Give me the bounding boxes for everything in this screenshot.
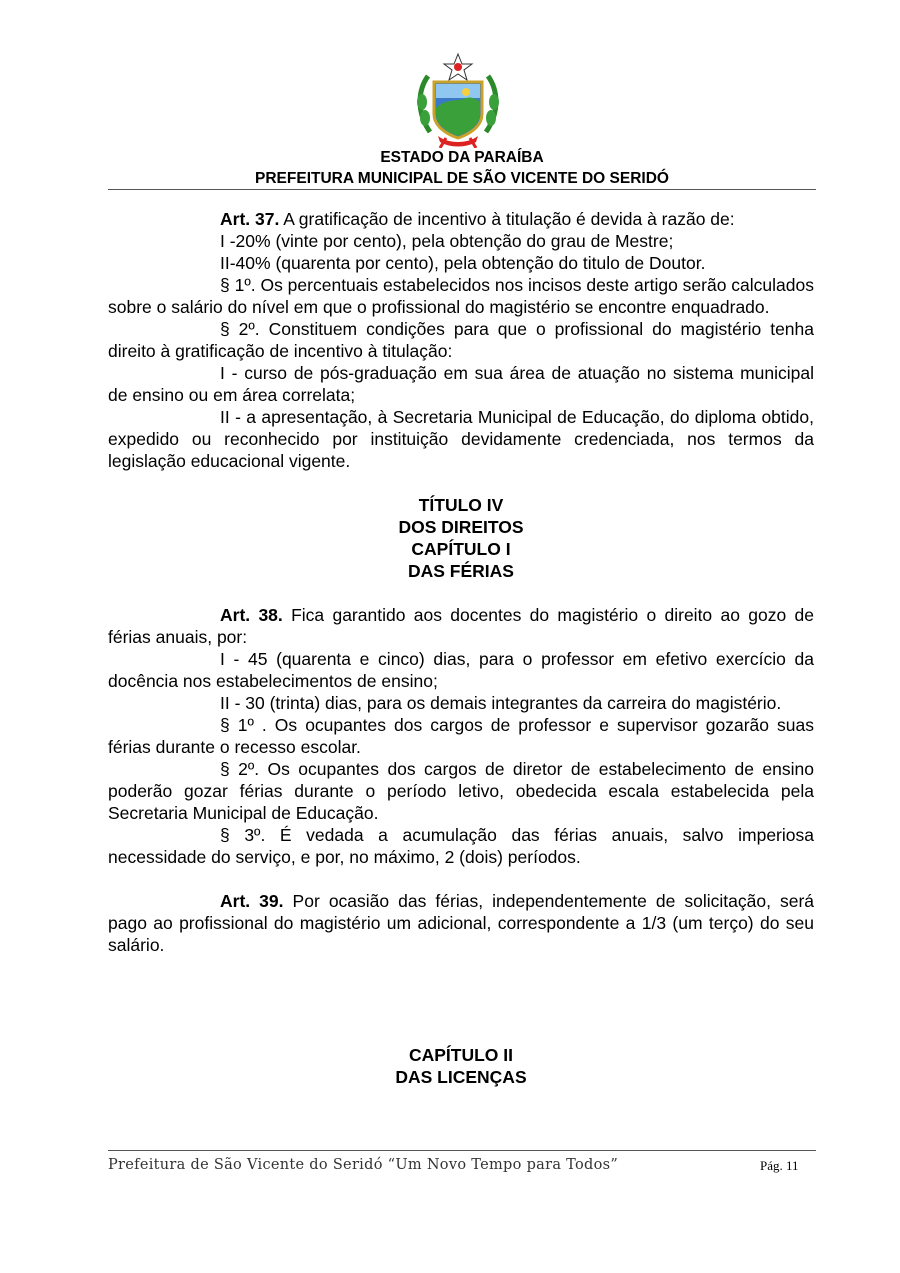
art37-paragraph-1: § 1º. Os percentuais estabelecidos nos incisos deste artigo serão calculados sobre o salário do nível em que o profissional do magistério se encontre enquadrado.: [108, 275, 814, 317]
header-state: ESTADO DA PARAÍBA: [380, 149, 544, 166]
page-number: Pág. 11: [760, 1158, 799, 1173]
footer-text: Prefeitura de São Vicente do Seridó “Um Novo Tempo para Todos”: [108, 1157, 619, 1173]
art38-item-1: I - 45 (quarenta e cinco) dias, para o professor em efetivo exercício da docência nos estabelecimentos de ensino;: [108, 649, 814, 691]
art37-text: A gratificação de incentivo à titulação é devida à razão de:: [279, 209, 735, 229]
art37-label: Art. 37.: [220, 209, 280, 229]
header-divider: [108, 189, 816, 190]
art39-intro: [108, 890, 814, 956]
art38-paragraph-2: § 2º. Os ocupantes dos cargos de diretor de estabelecimento de ensino poderão gozar férias durante o período letivo, obedecida escala estabelecida pela Secretaria Municipal de Educação.: [108, 759, 814, 823]
art37-condition-2: II - a apresentação, à Secretaria Municipal de Educação, do diploma obtido, expedido ou reconhecido por instituição devidamente credenciada, nos termos da legislação educacional vigente.: [108, 407, 814, 471]
art37-intro: [108, 208, 814, 230]
art37-item-1: I -20% (vinte por cento), pela obtenção do grau de Mestre;: [220, 231, 674, 251]
art38-item-2: II - 30 (trinta) dias, para os demais integrantes da carreira do magistério.: [220, 693, 782, 713]
title-iv: TÍTULO IV: [418, 495, 504, 515]
document-body: [108, 208, 814, 1088]
title-iv-subtitle: DOS DIREITOS: [398, 517, 524, 537]
header-municipality: PREFEITURA MUNICIPAL DE SÃO VICENTE DO SERIDÓ: [255, 170, 669, 187]
art38-paragraph-1: § 1º . Os ocupantes dos cargos de professor e supervisor gozarão suas férias durante o recesso escolar.: [108, 715, 814, 757]
art37-paragraph-2: § 2º. Constituem condições para que o profissional do magistério tenha direito à gratificação de incentivo à titulação:: [108, 319, 814, 361]
art38-label: Art. 38.: [220, 605, 283, 625]
chapter-ii-name: DAS LICENÇAS: [395, 1067, 527, 1087]
art37-item-2: II-40% (quarenta por cento), pela obtenção do titulo de Doutor.: [220, 253, 706, 273]
chapter-i-name: DAS FÉRIAS: [408, 561, 514, 581]
art38-intro: [108, 604, 814, 648]
footer-divider: [108, 1150, 816, 1151]
art38-paragraph-3: § 3º. É vedada a acumulação das férias anuais, salvo imperiosa necessidade do serviço, e por, no máximo, 2 (dois) períodos.: [108, 825, 814, 867]
art39-label: Art. 39.: [220, 891, 284, 911]
art39-text: Por ocasião das férias, independentemente de solicitação, será pago ao profissional do magistério um adicional, correspondente a 1/3 (um terço) do seu salário.: [108, 891, 815, 955]
chapter-ii: CAPÍTULO II: [408, 1045, 514, 1065]
art37-condition-1: I - curso de pós-graduação em sua área de atuação no sistema municipal de ensino ou em área correlata;: [108, 363, 814, 405]
chapter-i: CAPÍTULO I: [411, 539, 511, 559]
art38-text: Fica garantido aos docentes do magistério o direito ao gozo de férias anuais, por:: [108, 605, 814, 647]
paraiba-coat-of-arms-icon: [410, 52, 506, 148]
